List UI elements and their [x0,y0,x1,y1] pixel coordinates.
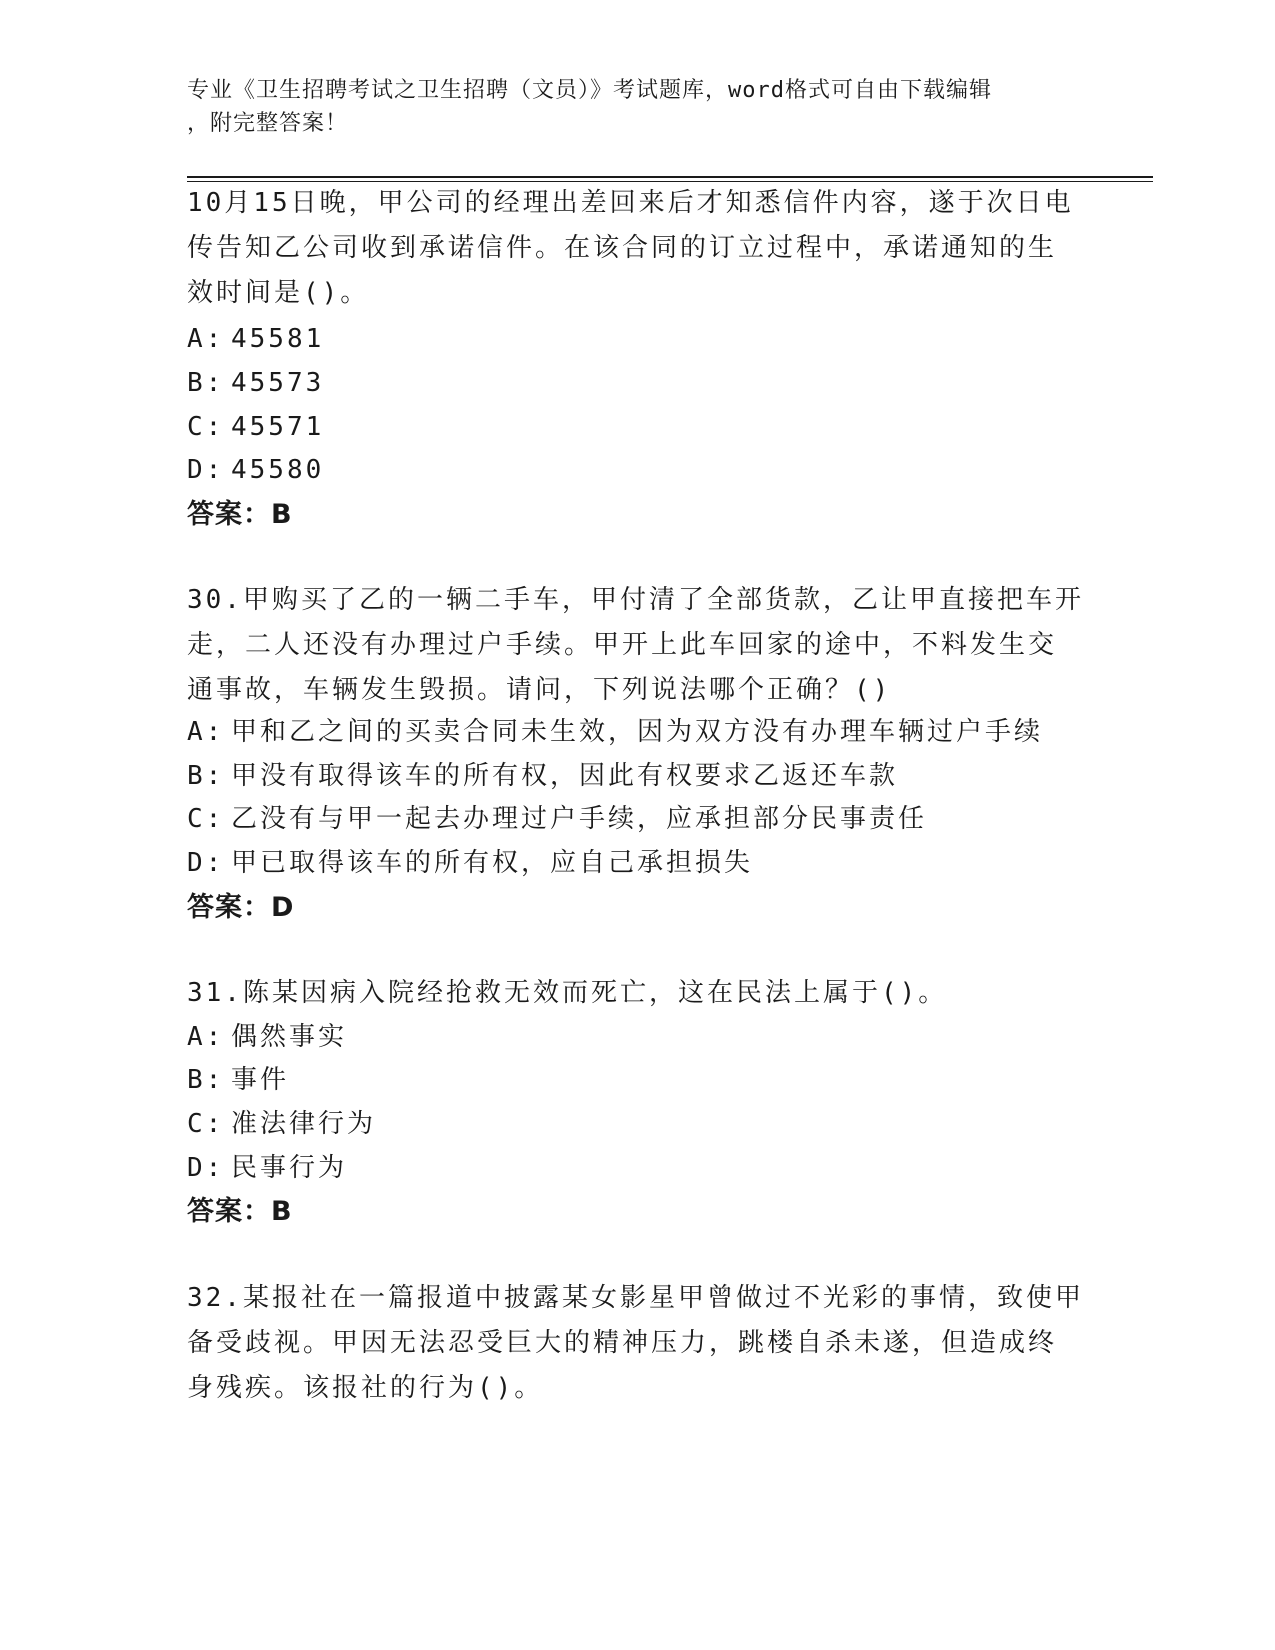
document-header [187,74,1067,140]
option-c [187,797,927,842]
option-text: 甲没有取得该车的所有权，因此有权要求乙返还车款 [231,761,899,791]
option-key: D: [187,455,225,485]
question-line: 通事故，车辆发生毁损。请问，下列说法哪个正确？() [187,675,892,705]
option-key: C: [187,412,225,442]
answer-label: 答案：B [187,499,293,530]
option-c [187,405,324,450]
option-text: 甲和乙之间的买卖合同未生效，因为双方没有办理车辆过户手续 [231,717,1044,747]
question-line: 30.甲购买了乙的一辆二手车，甲付清了全部货款，乙让甲直接把车开 [187,585,1084,615]
question-line: 效时间是()。 [187,278,370,308]
question-text [187,1276,1084,1411]
question-line: 10月15日晚，甲公司的经理出差回来后才知悉信件内容，遂于次日电 [187,188,1074,218]
answer-label: 答案：D [187,892,295,923]
option-a [187,1015,347,1060]
question-text [187,181,1074,316]
option-b [187,754,898,799]
option-a [187,710,1043,755]
question-line: 备受歧视。甲因无法忍受巨大的精神压力，跳楼自杀未遂，但造成终 [187,1328,1058,1358]
option-c [187,1102,376,1147]
question-line: 32.某报社在一篇报道中披露某女影星甲曾做过不光彩的事情，致使甲 [187,1283,1084,1313]
option-text: 45571 [231,412,325,442]
question-line: 31.陈某因病入院经抢救无效而死亡，这在民法上属于()。 [187,978,948,1008]
option-key: B: [187,368,225,398]
question-line: 走，二人还没有办理过户手续。甲开上此车回家的途中，不料发生交 [187,630,1058,660]
option-text: 偶然事实 [231,1022,348,1052]
option-key: D: [187,1153,225,1183]
option-key: C: [187,1109,225,1139]
option-b [187,361,324,406]
option-text: 45580 [231,455,325,485]
header-line-2: ，附完整答案！ [187,111,349,136]
question-text [187,971,947,1016]
option-key: A: [187,717,225,747]
option-d [187,448,324,493]
option-d [187,1146,347,1191]
option-key: A: [187,324,225,354]
option-text: 甲已取得该车的所有权，应自己承担损失 [231,848,754,878]
option-key: A: [187,1022,225,1052]
option-key: B: [187,761,225,791]
option-key: C: [187,804,225,834]
option-text: 乙没有与甲一起去办理过户手续，应承担部分民事责任 [231,804,928,834]
answer-label: 答案：B [187,1196,293,1227]
option-text: 民事行为 [231,1153,348,1183]
option-a [187,317,324,362]
option-b [187,1058,289,1103]
question-line: 传告知乙公司收到承诺信件。在该合同的订立过程中，承诺通知的生 [187,233,1058,263]
option-d [187,841,753,886]
option-key: D: [187,848,225,878]
option-text: 事件 [231,1065,290,1095]
option-text: 准法律行为 [231,1109,377,1139]
option-text: 45573 [231,368,325,398]
option-key: B: [187,1065,225,1095]
header-line-1: 专业《卫生招聘考试之卫生招聘（文员）》考试题库，word格式可自由下载编辑 [187,78,992,103]
question-text [187,578,1084,713]
option-text: 45581 [231,324,325,354]
question-line: 身残疾。该报社的行为()。 [187,1373,544,1403]
